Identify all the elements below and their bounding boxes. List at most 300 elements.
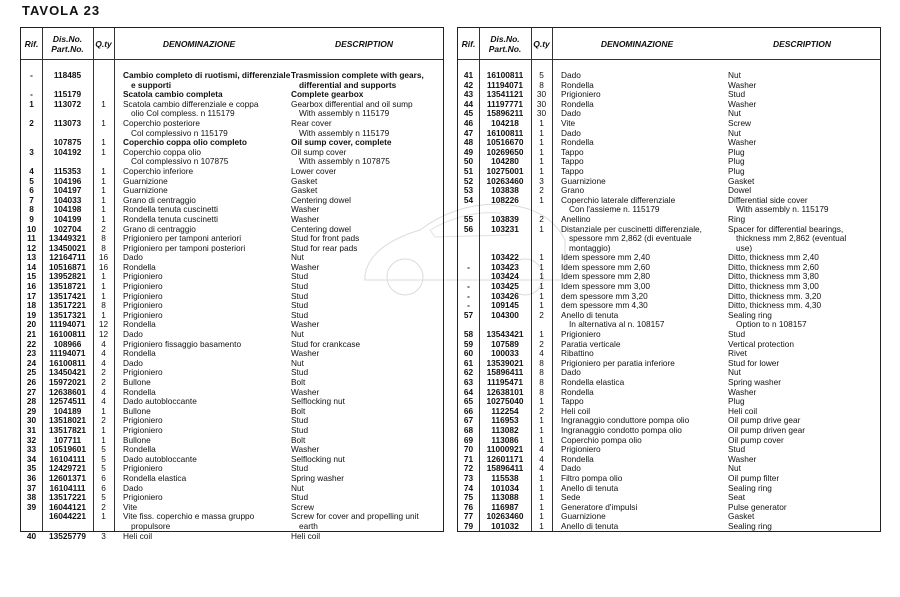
qty-cell: 16: [98, 252, 109, 263]
description-cell: Stud: [728, 444, 746, 455]
description-cell: Nut: [291, 252, 304, 263]
denominazione-cell: Tappo: [561, 156, 584, 167]
denominazione-cell: Dado: [561, 367, 581, 378]
denominazione-cell: Grano di centraggio: [123, 194, 196, 205]
part-number-cell: 103425: [491, 281, 519, 292]
rif-cell: 12: [26, 242, 37, 253]
denominazione-cell: olio Col compless. n 115179: [131, 108, 235, 119]
rif-cell: 74: [463, 482, 474, 493]
part-number-cell: 10275001: [486, 165, 524, 176]
part-number-cell: 16044121: [49, 501, 86, 512]
rif-cell: 26: [26, 377, 37, 387]
part-number-cell: 112254: [491, 405, 519, 416]
denominazione-cell: Generatore d'impulsi: [561, 501, 638, 512]
qty-cell: 1: [101, 424, 106, 435]
part-number-cell: 10269650: [486, 146, 524, 157]
table-body: [458, 71, 880, 532]
table-row: [458, 474, 880, 484]
qty-cell: 1: [539, 117, 544, 128]
description-cell: Gearbox differential and oil sump: [291, 98, 413, 109]
qty-cell: 4: [101, 348, 106, 359]
part-number-cell: 13518021: [49, 415, 86, 426]
part-number-cell: 13517221: [49, 492, 86, 503]
description-cell: Nut: [728, 367, 741, 378]
denominazione-cell: Dado: [123, 357, 143, 368]
table-row: [21, 532, 443, 542]
description-cell: Seat: [728, 492, 746, 503]
rif-cell: 46: [463, 117, 474, 128]
qty-cell: 1: [539, 434, 544, 445]
qty-cell: 1: [539, 146, 544, 157]
denominazione-cell: Bullone: [123, 377, 151, 387]
description-cell: Stud: [291, 492, 309, 503]
denominazione-cell: Dado: [123, 252, 143, 263]
part-number-cell: 13449321: [49, 233, 86, 244]
header-qty: Q.ty: [95, 38, 112, 49]
rif-cell: 30: [26, 415, 37, 426]
table-row: [21, 215, 443, 225]
qty-cell: 4: [101, 338, 106, 349]
description-cell: With assembly n 115179: [299, 108, 390, 119]
denominazione-cell: Idem spessore mm 3,00: [561, 281, 650, 292]
qty-cell: 2: [101, 415, 106, 426]
denominazione-cell: Sede: [561, 492, 581, 503]
part-number-cell: 13952821: [49, 271, 86, 282]
description-cell: Ditto, thickness mm 2,40: [728, 252, 819, 263]
part-number-cell: 12164711: [49, 252, 86, 263]
description-cell: Complete gearbox: [291, 89, 364, 100]
part-number-cell: 107589: [491, 338, 519, 349]
part-number-cell: 103839: [491, 213, 519, 224]
part-number-cell: 100033: [491, 348, 519, 359]
description-cell: Washer: [728, 453, 757, 464]
part-number-cell: 104198: [53, 204, 82, 215]
description-cell: Stud for lower: [728, 357, 780, 368]
rif-cell: 73: [463, 472, 474, 483]
part-number-cell: 108226: [491, 194, 519, 205]
description-cell: Plug: [728, 146, 745, 157]
qty-cell: 6: [101, 482, 106, 493]
part-number-cell: 103424: [491, 271, 519, 282]
description-cell: use): [736, 242, 753, 253]
description-cell: Plug: [728, 165, 745, 176]
denominazione-cell: Rondella: [123, 319, 156, 330]
qty-cell: 1: [539, 396, 544, 407]
denominazione-cell: Tappo: [561, 396, 584, 407]
description-cell: Bolt: [291, 377, 306, 387]
rif-cell: 53: [463, 185, 474, 196]
qty-cell: 8: [539, 79, 544, 90]
qty-cell: 3: [539, 175, 544, 186]
denominazione-cell: Guarnizione: [123, 175, 168, 186]
part-number-cell: 13539021: [486, 357, 524, 368]
description-cell: Plug: [728, 396, 745, 407]
qty-cell: 1: [539, 482, 544, 493]
table-row: [21, 71, 443, 90]
denominazione-cell: Prigioniero: [561, 329, 601, 340]
part-number-cell: 103423: [491, 261, 519, 272]
description-cell: Nut: [728, 108, 741, 119]
rif-cell: 8: [29, 204, 34, 215]
part-number-cell: 116987: [491, 501, 519, 512]
rif-cell: 59: [463, 338, 474, 349]
part-number-cell: 113082: [491, 424, 519, 435]
header-denominazione: DENOMINAZIONE: [162, 38, 236, 49]
part-number-cell: 10516670: [486, 137, 524, 148]
rif-cell: -: [467, 300, 470, 311]
table-row: [458, 340, 880, 350]
table-row: [458, 522, 880, 532]
qty-cell: 1: [539, 415, 544, 426]
qty-cell: 1: [101, 511, 106, 522]
description-cell: Nut: [728, 127, 741, 138]
description-cell: differential and supports: [299, 79, 397, 90]
part-number-cell: 108966: [53, 338, 82, 349]
rif-cell: 67: [463, 415, 474, 426]
part-number-cell: 113072: [53, 98, 82, 109]
part-number-cell: 10263460: [486, 511, 524, 522]
denominazione-cell: Paratia verticale: [561, 338, 621, 349]
qty-cell: 4: [539, 463, 544, 474]
denominazione-cell: Prigioniero: [123, 367, 163, 378]
denominazione-cell: Rondella tenuta cuscinetti: [123, 204, 219, 215]
denominazione-cell: Prigioniero: [561, 444, 601, 455]
rif-cell: 72: [463, 463, 474, 474]
table-row: [458, 464, 880, 474]
denominazione-cell: Anello di tenuta: [561, 482, 619, 493]
part-number-cell: 115179: [53, 89, 82, 100]
description-cell: Ditto, thickness mm 3,00: [728, 281, 819, 292]
qty-cell: 2: [539, 405, 544, 416]
table-row: [21, 148, 443, 167]
part-number-cell: 102704: [53, 223, 82, 234]
parts-table-right: [457, 27, 881, 532]
qty-cell: 1: [539, 511, 544, 522]
description-cell: Spacer for differential bearings,: [728, 223, 844, 234]
description-cell: Stud: [291, 290, 309, 301]
description-cell: Washer: [728, 98, 757, 109]
qty-cell: 1: [539, 271, 544, 282]
description-cell: Washer: [291, 348, 320, 359]
rif-cell: 2: [29, 117, 34, 128]
table-row: [21, 205, 443, 215]
qty-cell: 5: [101, 453, 106, 464]
denominazione-cell: Guarnizione: [561, 175, 606, 186]
qty-cell: 1: [101, 204, 106, 215]
denominazione-cell: Scatola cambio completa: [123, 89, 223, 100]
denominazione-cell: Dado autobloccante: [123, 453, 197, 464]
denominazione-cell: Vite: [561, 117, 576, 128]
description-cell: Washer: [291, 204, 320, 215]
rif-cell: 31: [26, 424, 37, 435]
table-row: [458, 301, 880, 311]
header-description: DESCRIPTION: [334, 38, 394, 49]
denominazione-cell: Dado autobloccante: [123, 396, 197, 407]
rif-cell: 18: [26, 300, 37, 311]
part-number-cell: 10263460: [486, 175, 524, 186]
header-dis-no: Dis.No.: [490, 33, 520, 44]
denominazione-cell: dem spessore mm 4,30: [561, 300, 648, 311]
description-cell: Lower cover: [291, 165, 337, 176]
qty-cell: 1: [539, 520, 544, 531]
description-cell: Gasket: [291, 185, 318, 196]
part-number-cell: 15896411: [486, 367, 524, 378]
part-number-cell: 12638601: [49, 386, 86, 397]
part-number-cell: 16100811: [486, 127, 524, 138]
denominazione-cell: Idem spessore mm 2,60: [561, 261, 650, 272]
rif-cell: 16: [26, 281, 37, 292]
denominazione-cell: Coperchio laterale differenziale: [561, 194, 676, 205]
part-number-cell: 115353: [53, 165, 82, 176]
part-number-cell: 113088: [491, 492, 519, 503]
rif-cell: 24: [26, 357, 37, 368]
rif-cell: -: [467, 261, 470, 272]
rif-cell: 25: [26, 367, 37, 378]
qty-cell: 2: [101, 377, 106, 387]
rif-cell: 34: [26, 453, 37, 464]
description-cell: Washer: [291, 213, 320, 224]
description-cell: Washer: [291, 319, 320, 330]
part-number-cell: 11000921: [486, 444, 524, 455]
part-number-cell: 13525779: [49, 530, 86, 541]
rif-cell: 5: [29, 175, 34, 186]
denominazione-cell: Dado: [561, 108, 581, 119]
rif-cell: 71: [463, 453, 474, 464]
description-cell: Stud: [291, 463, 309, 474]
qty-cell: 30: [536, 89, 547, 100]
header-part-no: Part.No.: [51, 43, 84, 54]
rif-cell: 47: [463, 127, 474, 138]
qty-cell: 6: [101, 472, 106, 483]
denominazione-cell: Col complessivo n 107875: [131, 156, 229, 167]
qty-cell: 4: [539, 453, 544, 464]
part-number-cell: 16104111: [49, 453, 86, 464]
table-body: [21, 71, 443, 541]
rif-cell: 61: [463, 357, 474, 368]
rif-cell: 21: [26, 329, 37, 340]
denominazione-cell: Prigioniero: [123, 290, 163, 301]
rif-cell: -: [30, 89, 33, 100]
part-number-cell: 113073: [53, 117, 82, 128]
rif-cell: 39: [26, 501, 37, 512]
denominazione-cell: Filtro pompa olio: [561, 472, 623, 483]
description-cell: Ring: [728, 213, 746, 224]
description-cell: Nut: [728, 70, 741, 80]
description-cell: Screw for cover and propelling unit: [291, 511, 419, 522]
qty-cell: 4: [101, 386, 106, 397]
table-row: [458, 148, 880, 158]
description-cell: With assembly n. 115179: [736, 204, 829, 215]
qty-cell: 8: [101, 300, 106, 311]
qty-cell: 1: [539, 252, 544, 263]
rif-cell: 64: [463, 386, 474, 397]
qty-cell: 1: [539, 194, 544, 205]
rif-cell: 62: [463, 367, 474, 378]
qty-cell: 2: [101, 223, 106, 234]
description-cell: Oil sump cover: [291, 146, 347, 157]
part-number-cell: 16100811: [486, 70, 524, 80]
rif-cell: 68: [463, 424, 474, 435]
qty-cell: 5: [101, 463, 106, 474]
part-number-cell: 107711: [53, 434, 82, 445]
description-cell: Nut: [728, 463, 741, 474]
description-cell: Gasket: [728, 175, 755, 186]
header-rif: Rif.: [461, 38, 476, 49]
rif-cell: 49: [463, 146, 474, 157]
table-row: [458, 109, 880, 119]
qty-cell: 1: [101, 185, 106, 196]
part-number-cell: 104280: [491, 156, 519, 167]
header-denominazione: DENOMINAZIONE: [600, 38, 674, 49]
qty-cell: 3: [101, 530, 106, 541]
denominazione-cell: Prigioniero: [123, 424, 163, 435]
description-cell: Washer: [728, 79, 757, 90]
qty-cell: 1: [539, 165, 544, 176]
denominazione-cell: Prigioniero: [123, 271, 163, 282]
description-cell: Washer: [291, 261, 320, 272]
qty-cell: 30: [536, 98, 547, 109]
denominazione-cell: Coperchio coppa olio completo: [123, 137, 247, 148]
denominazione-cell: Ribattino: [561, 348, 594, 359]
rif-cell: 41: [463, 70, 474, 80]
description-cell: Oil pump driven gear: [728, 424, 806, 435]
denominazione-cell: Prigioniero: [123, 463, 163, 474]
rif-cell: 32: [26, 434, 37, 445]
description-cell: Screw: [728, 117, 752, 128]
table-row: [458, 225, 880, 254]
description-cell: Stud: [291, 300, 309, 311]
denominazione-cell: Idem spessore mm 2,80: [561, 271, 650, 282]
rif-cell: -: [467, 281, 470, 292]
qty-cell: 1: [101, 309, 106, 320]
part-number-cell: 103838: [491, 185, 519, 196]
description-cell: Rivet: [728, 348, 747, 359]
denominazione-cell: In alternativa al n. 108157: [569, 319, 665, 330]
rif-cell: -: [30, 70, 33, 80]
rif-cell: 54: [463, 194, 474, 205]
denominazione-cell: Prigioniero: [123, 309, 163, 320]
qty-cell: 1: [539, 472, 544, 483]
qty-cell: 2: [101, 367, 106, 378]
header-description: DESCRIPTION: [772, 38, 832, 49]
table-row: [21, 512, 443, 531]
header-part-no: Part.No.: [488, 43, 522, 54]
qty-cell: 1: [539, 261, 544, 272]
denominazione-cell: Col complessivo n 115179: [131, 127, 228, 138]
qty-cell: 2: [539, 185, 544, 196]
description-cell: earth: [299, 520, 318, 531]
rif-cell: 6: [29, 185, 34, 196]
rif-cell: 37: [26, 482, 37, 493]
table-row: [458, 311, 880, 330]
rif-cell: 66: [463, 405, 474, 416]
qty-cell: 1: [101, 98, 106, 109]
denominazione-cell: Prigioniero: [561, 89, 601, 100]
qty-cell: 1: [539, 156, 544, 167]
denominazione-cell: Rondella: [123, 348, 156, 359]
rif-cell: 48: [463, 137, 474, 148]
rif-cell: 28: [26, 396, 37, 407]
qty-cell: 1: [101, 146, 106, 157]
description-cell: Bolt: [291, 405, 306, 416]
description-cell: Stud: [291, 271, 309, 282]
part-number-cell: 104197: [53, 185, 82, 196]
description-cell: Nut: [291, 482, 304, 493]
denominazione-cell: Coperchio inferiore: [123, 165, 194, 176]
part-number-cell: 16100811: [49, 357, 86, 368]
table-row: [458, 196, 880, 215]
part-number-cell: 13543421: [486, 329, 524, 340]
denominazione-cell: Dado: [123, 329, 143, 340]
table-row: [21, 397, 443, 407]
rif-cell: 17: [26, 290, 37, 301]
qty-cell: 5: [101, 444, 106, 455]
qty-cell: 1: [539, 300, 544, 311]
qty-cell: 2: [539, 213, 544, 224]
qty-cell: 1: [539, 501, 544, 512]
denominazione-cell: Rondella: [561, 137, 594, 148]
part-number-cell: 104033: [53, 194, 82, 205]
rif-cell: 43: [463, 89, 474, 100]
denominazione-cell: Vite fiss. coperchio e massa gruppo: [123, 511, 255, 522]
part-number-cell: 11195471: [487, 377, 523, 388]
rif-cell: -: [467, 290, 470, 301]
part-number-cell: 13517821: [49, 424, 86, 435]
denominazione-cell: Rondella elastica: [561, 377, 625, 388]
denominazione-cell: montaggio): [569, 242, 611, 253]
qty-cell: 1: [101, 281, 106, 292]
description-cell: Washer: [291, 386, 320, 397]
table-row: [458, 493, 880, 503]
qty-cell: 1: [539, 223, 544, 234]
rif-cell: 51: [463, 165, 474, 176]
denominazione-cell: Rondella: [561, 453, 594, 464]
denominazione-cell: Heli coil: [561, 405, 591, 416]
description-cell: Centering dowel: [291, 223, 351, 234]
table-row: [458, 426, 880, 436]
description-cell: Differential side cover: [728, 194, 808, 205]
qty-cell: 1: [101, 175, 106, 186]
table-row: [21, 119, 443, 138]
part-number-cell: 13450021: [49, 242, 86, 253]
denominazione-cell: Prigioniero: [123, 300, 163, 311]
denominazione-cell: Anellino: [561, 213, 591, 224]
qty-cell: 4: [101, 396, 106, 407]
denominazione-cell: Bullone: [123, 434, 151, 445]
qty-cell: 8: [539, 386, 544, 397]
denominazione-cell: Distanziale per cuscinetti differenziale,: [561, 223, 702, 234]
part-number-cell: 16100811: [49, 329, 86, 340]
description-cell: Trasmission complete with gears,: [291, 70, 424, 80]
description-cell: Vertical protection: [728, 338, 794, 349]
denominazione-cell: Prigioniero per tamponi posteriori: [123, 242, 246, 253]
part-number-cell: 12574511: [49, 396, 86, 407]
qty-cell: 5: [539, 70, 544, 80]
rif-cell: 10: [26, 223, 37, 234]
part-number-cell: 10516871: [49, 261, 86, 272]
denominazione-cell: dem spessore mm 3,20: [561, 290, 648, 301]
part-number-cell: 104196: [53, 175, 82, 186]
description-cell: Washer: [291, 444, 320, 455]
part-number-cell: 104218: [491, 117, 519, 128]
description-cell: With assembly n 107875: [299, 156, 390, 167]
qty-cell: 1: [101, 194, 106, 205]
qty-cell: 4: [539, 348, 544, 359]
description-cell: Stud: [291, 367, 309, 378]
denominazione-cell: e supporti: [131, 79, 172, 90]
qty-cell: 5: [101, 492, 106, 503]
description-cell: Rear cover: [291, 117, 332, 128]
